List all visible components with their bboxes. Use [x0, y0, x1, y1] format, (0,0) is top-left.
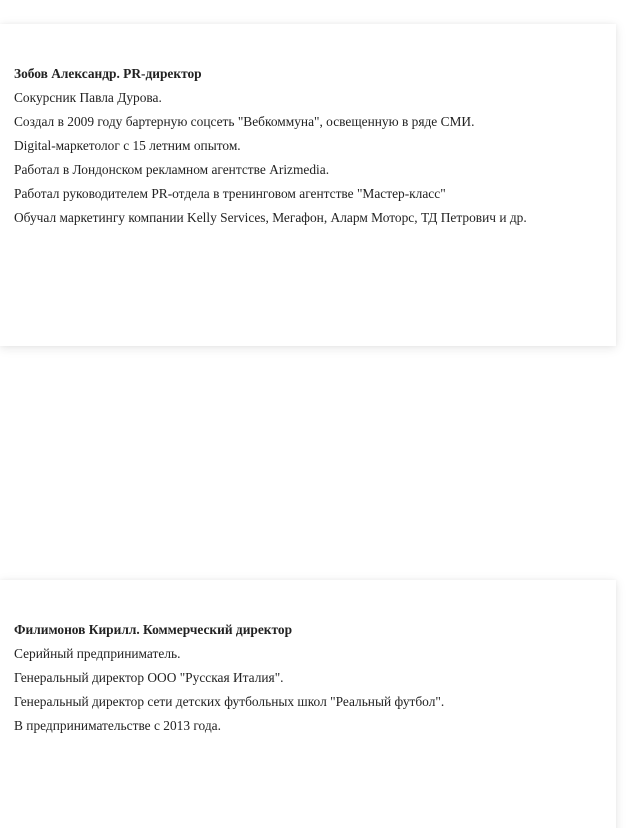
team-member-card-zobov — [0, 24, 616, 346]
bio-line: Генеральный директор сети детских футбольных школ "Реальный футбол". — [14, 694, 445, 709]
bio-line: Серийный предприниматель. — [14, 646, 181, 661]
bio-line: Работал в Лондонском рекламном агентстве Arizmedia. — [14, 162, 330, 177]
bio-line: Создал в 2009 году бартерную соцсеть "Вебкоммуна", освещенную в ряде СМИ. — [14, 114, 475, 129]
team-member-card-filimonov — [0, 580, 616, 828]
bio-line: Обучал маркетингу компании Kelly Services, Мегафон, Аларм Моторс, ТД Петрович и др. — [14, 210, 527, 225]
bio-line: Сокурсник Павла Дурова. — [14, 90, 162, 105]
member-name-title: Филимонов Кирилл. Коммерческий директор — [14, 622, 293, 637]
bio-line: В предпринимательстве с 2013 года. — [14, 718, 221, 733]
bio-line: Digital-маркетолог с 15 летним опытом. — [14, 138, 241, 153]
member-name-title: Зобов Александр. PR-директор — [14, 66, 202, 81]
bio-line: Генеральный директор ООО "Русская Италия". — [14, 670, 284, 685]
bio-line: Работал руководителем PR-отдела в тренинговом агентстве "Мастер-класс" — [14, 186, 446, 201]
